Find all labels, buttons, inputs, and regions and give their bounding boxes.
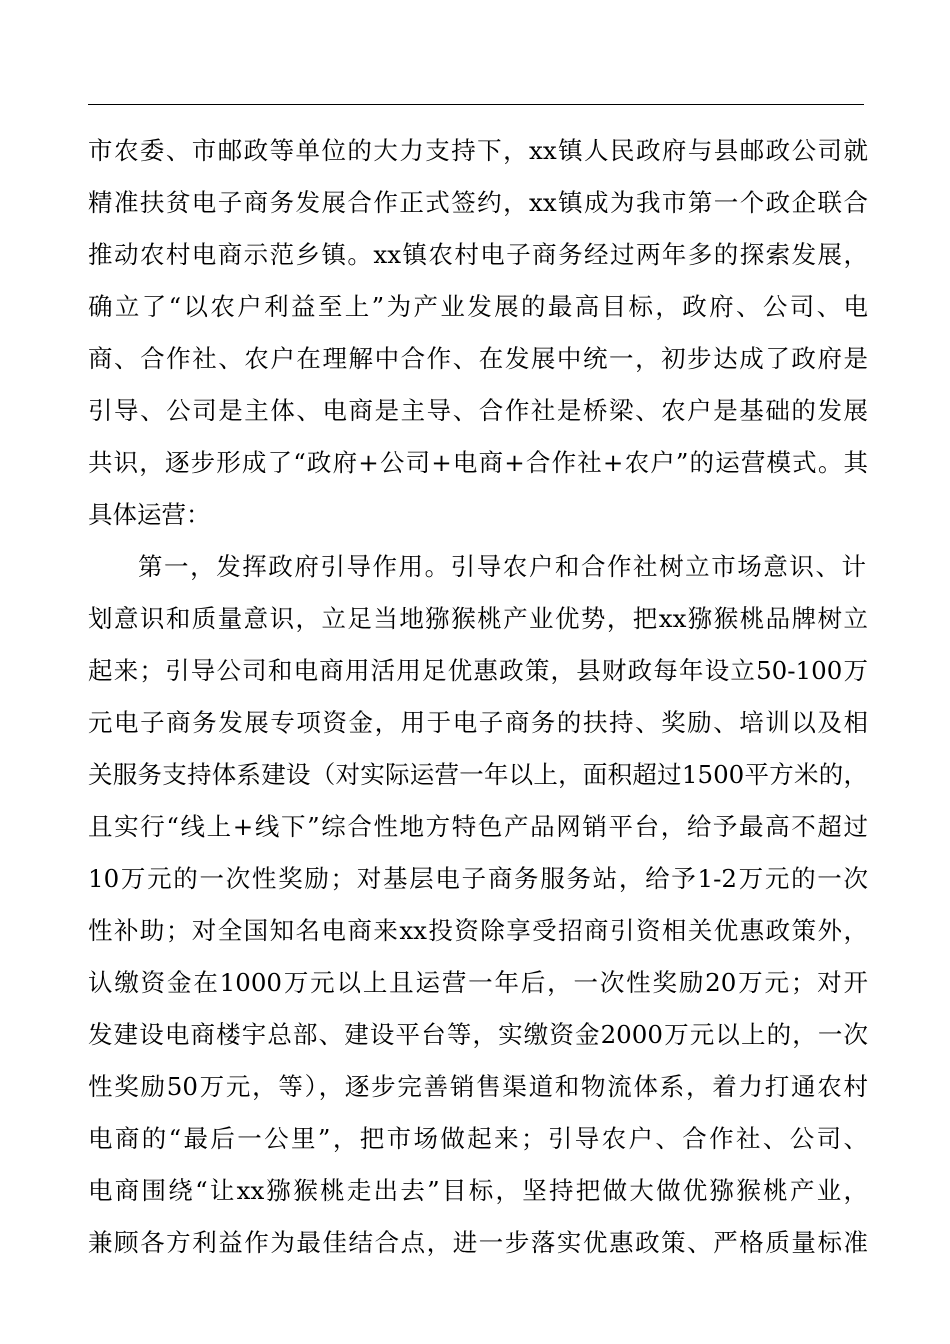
text-line: 兼顾各方利益作为最佳结合点，进一步落实优惠政策、严格质量标准 (88, 1228, 868, 1257)
text-line: 具体运营： (88, 500, 211, 529)
text-line: 共识，逐步形成了“政府+公司+电商+合作社+农户”的运营模式。其 (88, 448, 868, 477)
text-line: 起来；引导公司和电商用活用足优惠政策，县财政每年设立50-100万 (88, 656, 868, 685)
text-line: 电商围绕“让xx猕猴桃走出去”目标，坚持把做大做优猕猴桃产业， (88, 1176, 868, 1205)
text-line: 关服务支持体系建设（对实际运营一年以上，面积超过1500平方米的， (88, 760, 868, 789)
text-line: 认缴资金在1000万元以上且运营一年后，一次性奖励20万元；对开 (88, 968, 868, 997)
text-line: 引导、公司是主体、电商是主导、合作社是桥梁、农户是基础的发展 (88, 396, 868, 425)
text-line: 且实行“线上+线下”综合性地方特色产品网销平台，给予最高不超过 (88, 812, 868, 841)
text-line: 电商的“最后一公里”，把市场做起来；引导农户、合作社、公司、 (88, 1124, 868, 1153)
text-line: 确立了“以农户利益至上”为产业发展的最高目标，政府、公司、电 (88, 292, 868, 321)
paragraph-first-line: 第一，发挥政府引导作用。引导农户和合作社树立市场意识、计 (138, 552, 866, 581)
text-line: 推动农村电商示范乡镇。xx镇农村电子商务经过两年多的探索发展， (88, 240, 868, 269)
text-line: 发建设电商楼宇总部、建设平台等，实缴资金2000万元以上的，一次 (88, 1020, 868, 1049)
header-rule (88, 104, 864, 105)
text-line: 10万元的一次性奖励；对基层电子商务服务站，给予1-2万元的一次 (88, 864, 868, 893)
text-line: 划意识和质量意识，立足当地猕猴桃产业优势，把xx猕猴桃品牌树立 (88, 604, 868, 633)
text-line: 性奖励50万元，等），逐步完善销售渠道和物流体系，着力打通农村 (88, 1072, 868, 1101)
text-line: 元电子商务发展专项资金，用于电子商务的扶持、奖励、培训以及相 (88, 708, 868, 737)
text-line: 市农委、市邮政等单位的大力支持下，xx镇人民政府与县邮政公司就 (88, 136, 868, 165)
text-line: 性补助；对全国知名电商来xx投资除享受招商引资相关优惠政策外， (88, 916, 868, 945)
text-line: 商、合作社、农户在理解中合作、在发展中统一，初步达成了政府是 (88, 344, 868, 373)
text-line: 精准扶贫电子商务发展合作正式签约，xx镇成为我市第一个政企联合 (88, 188, 868, 217)
